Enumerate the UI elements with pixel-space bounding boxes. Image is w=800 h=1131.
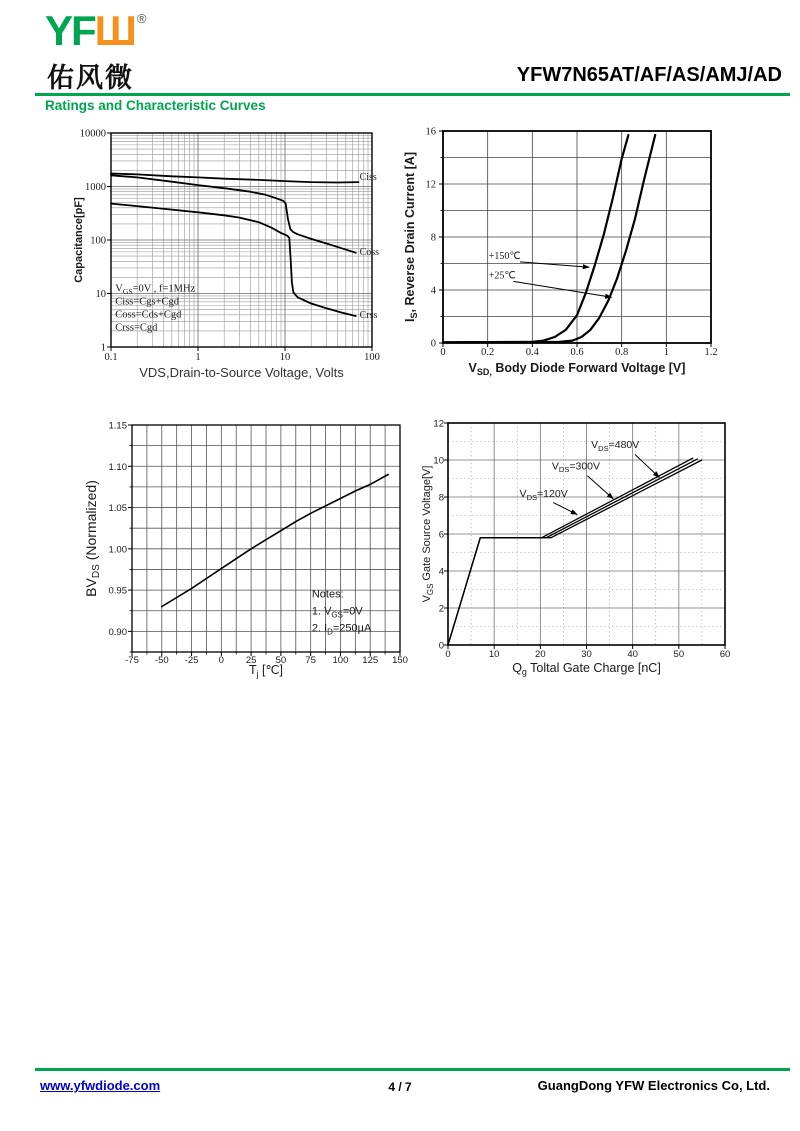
svg-text:Coss: Coss [359, 247, 380, 259]
svg-text:+25℃: +25℃ [488, 270, 516, 282]
svg-text:10: 10 [95, 289, 106, 300]
svg-text:Crss: Crss [359, 309, 378, 321]
svg-text:1: 1 [195, 352, 201, 363]
svg-text:12: 12 [425, 179, 436, 191]
footer-divider [35, 1068, 790, 1071]
website-link[interactable]: www.yfwdiode.com [40, 1078, 161, 1093]
svg-text:60: 60 [719, 649, 731, 660]
svg-text:1.05: 1.05 [108, 503, 127, 515]
svg-text:30: 30 [581, 649, 592, 660]
svg-text:10: 10 [433, 455, 444, 467]
svg-text:12: 12 [433, 418, 444, 430]
svg-text:Tj [℃]: $T_j$ [℃] [248, 663, 284, 679]
svg-text:10: 10 [279, 352, 291, 363]
part-number-title: YFW7N65AT/AF/AS/AMJ/AD [516, 64, 782, 86]
svg-text:0: 0 [440, 347, 446, 358]
svg-text:VDS,Drain-to-Source Voltage, V: VDS,Drain-to-Source Voltage, Volts [139, 365, 344, 380]
logo-w-glyph: Ш [94, 7, 135, 54]
capacitance-chart-svg [30, 120, 405, 392]
svg-text:VDS=120V: $V_{DS}=120V$ [519, 488, 568, 502]
svg-text:Coss=Cds+Cgd: Coss=Cds+Cgd [115, 309, 182, 321]
svg-text:150: 150 [392, 655, 408, 666]
svg-text:1. VGS=0V: 1. $V_{GS}=0V$ [311, 605, 363, 620]
svg-text:2. ID=250µA: 2. $I_D=250\mu A$ [311, 622, 372, 637]
registered-trademark-icon: ® [136, 11, 147, 26]
svg-text:0: 0 [445, 649, 451, 660]
svg-text:Capacitance[pF]: Capacitance[pF] [73, 197, 85, 283]
svg-text:4: 4 [438, 566, 444, 578]
svg-text:-50: -50 [154, 655, 169, 666]
yfw-logo [45, 7, 147, 54]
svg-text:1.2: 1.2 [704, 347, 718, 358]
svg-text:Notes:: Notes: [311, 588, 344, 601]
svg-text:Qg Toltal Gate Charge [nC]: $Q_g$ Toltal Gate Charge [nC] [512, 661, 661, 677]
svg-text:4: 4 [430, 285, 436, 297]
svg-text:75: 75 [305, 655, 316, 666]
svg-text:0.6: 0.6 [570, 347, 584, 358]
svg-text:+150℃: +150℃ [488, 250, 521, 262]
svg-text:1.10: 1.10 [108, 461, 127, 473]
svg-text:0.90: 0.90 [108, 626, 127, 638]
svg-text:0.4: 0.4 [525, 347, 539, 358]
svg-text:8: 8 [438, 492, 444, 504]
svg-text:0: 0 [438, 640, 444, 652]
body-diode-chart-svg [400, 115, 790, 387]
svg-text:Ciss: Ciss [359, 172, 377, 184]
breakdown-voltage-chart-svg [60, 415, 425, 687]
svg-text:BVDS (Normalized): BVDS (Normalized) [83, 480, 102, 597]
svg-text:10: 10 [488, 649, 500, 660]
svg-text:VDS=300V: $V_{DS}=300V$ [551, 460, 601, 475]
svg-text:VDS=480V: $V_{DS}=480V$ [591, 438, 640, 453]
svg-text:Ciss=Cgs+Cgd: Ciss=Cgs+Cgd [115, 296, 180, 308]
breakdown-voltage-chart [60, 415, 425, 692]
svg-text:10000: 10000 [79, 128, 106, 140]
svg-text:0.1: 0.1 [104, 352, 118, 363]
page-indicator: 4 / 7 [388, 1080, 412, 1094]
svg-text:0.8: 0.8 [615, 347, 629, 358]
svg-text:25: 25 [245, 655, 257, 666]
svg-text:40: 40 [627, 649, 638, 660]
svg-text:1.15: 1.15 [108, 420, 127, 432]
body-diode-chart [400, 115, 790, 392]
svg-text:100: 100 [364, 352, 380, 363]
gate-charge-chart-svg [420, 410, 792, 685]
svg-text:2: 2 [438, 603, 444, 615]
svg-text:0: 0 [430, 338, 436, 350]
capacitance-chart [30, 120, 405, 397]
svg-text:1.00: 1.00 [108, 544, 127, 556]
svg-text:50: 50 [275, 655, 287, 666]
svg-text:100: 100 [332, 655, 349, 666]
svg-text:0: 0 [218, 655, 224, 666]
svg-text:1: 1 [100, 342, 106, 354]
svg-text:1000: 1000 [85, 182, 106, 193]
company-name: GuangDong YFW Electronics Co, Ltd. [537, 1078, 770, 1093]
svg-text:1: 1 [663, 347, 669, 358]
logo-yf-text: YF [45, 7, 95, 54]
svg-text:20: 20 [535, 649, 546, 660]
svg-text:VGS Gate Source Voltage[V]: $V_{GS}$ Gate Source Voltage[V] [421, 465, 435, 603]
svg-text:6: 6 [438, 529, 444, 541]
svg-text:100: 100 [90, 235, 106, 247]
svg-text:Crss=Cgd: Crss=Cgd [115, 322, 158, 334]
section-title: Ratings and Characteristic Curves [45, 98, 266, 113]
gate-charge-chart [420, 410, 792, 690]
svg-text:125: 125 [362, 655, 379, 666]
svg-text:-25: -25 [184, 655, 199, 666]
svg-text:IS, Reverse Drain Current [A]: $I_S$, Reverse Drain Current [A] [403, 152, 419, 322]
svg-text:50: 50 [673, 649, 685, 660]
svg-text:16: 16 [425, 126, 436, 138]
header-divider [35, 93, 790, 96]
svg-text:-75: -75 [125, 655, 139, 666]
svg-text:VSD, Body Diode Forward Voltag: $V_{SD,}$ Body Diode Forward Voltage [V] [468, 361, 686, 377]
svg-text:VGS=0V , f=1MHz: $V_{GS}=0V$ , f=1MHz [115, 283, 196, 297]
logo-chinese-name: 佑风微 [47, 63, 134, 93]
svg-text:0.95: 0.95 [108, 585, 127, 597]
svg-text:0.2: 0.2 [481, 347, 495, 358]
svg-text:8: 8 [430, 232, 436, 244]
